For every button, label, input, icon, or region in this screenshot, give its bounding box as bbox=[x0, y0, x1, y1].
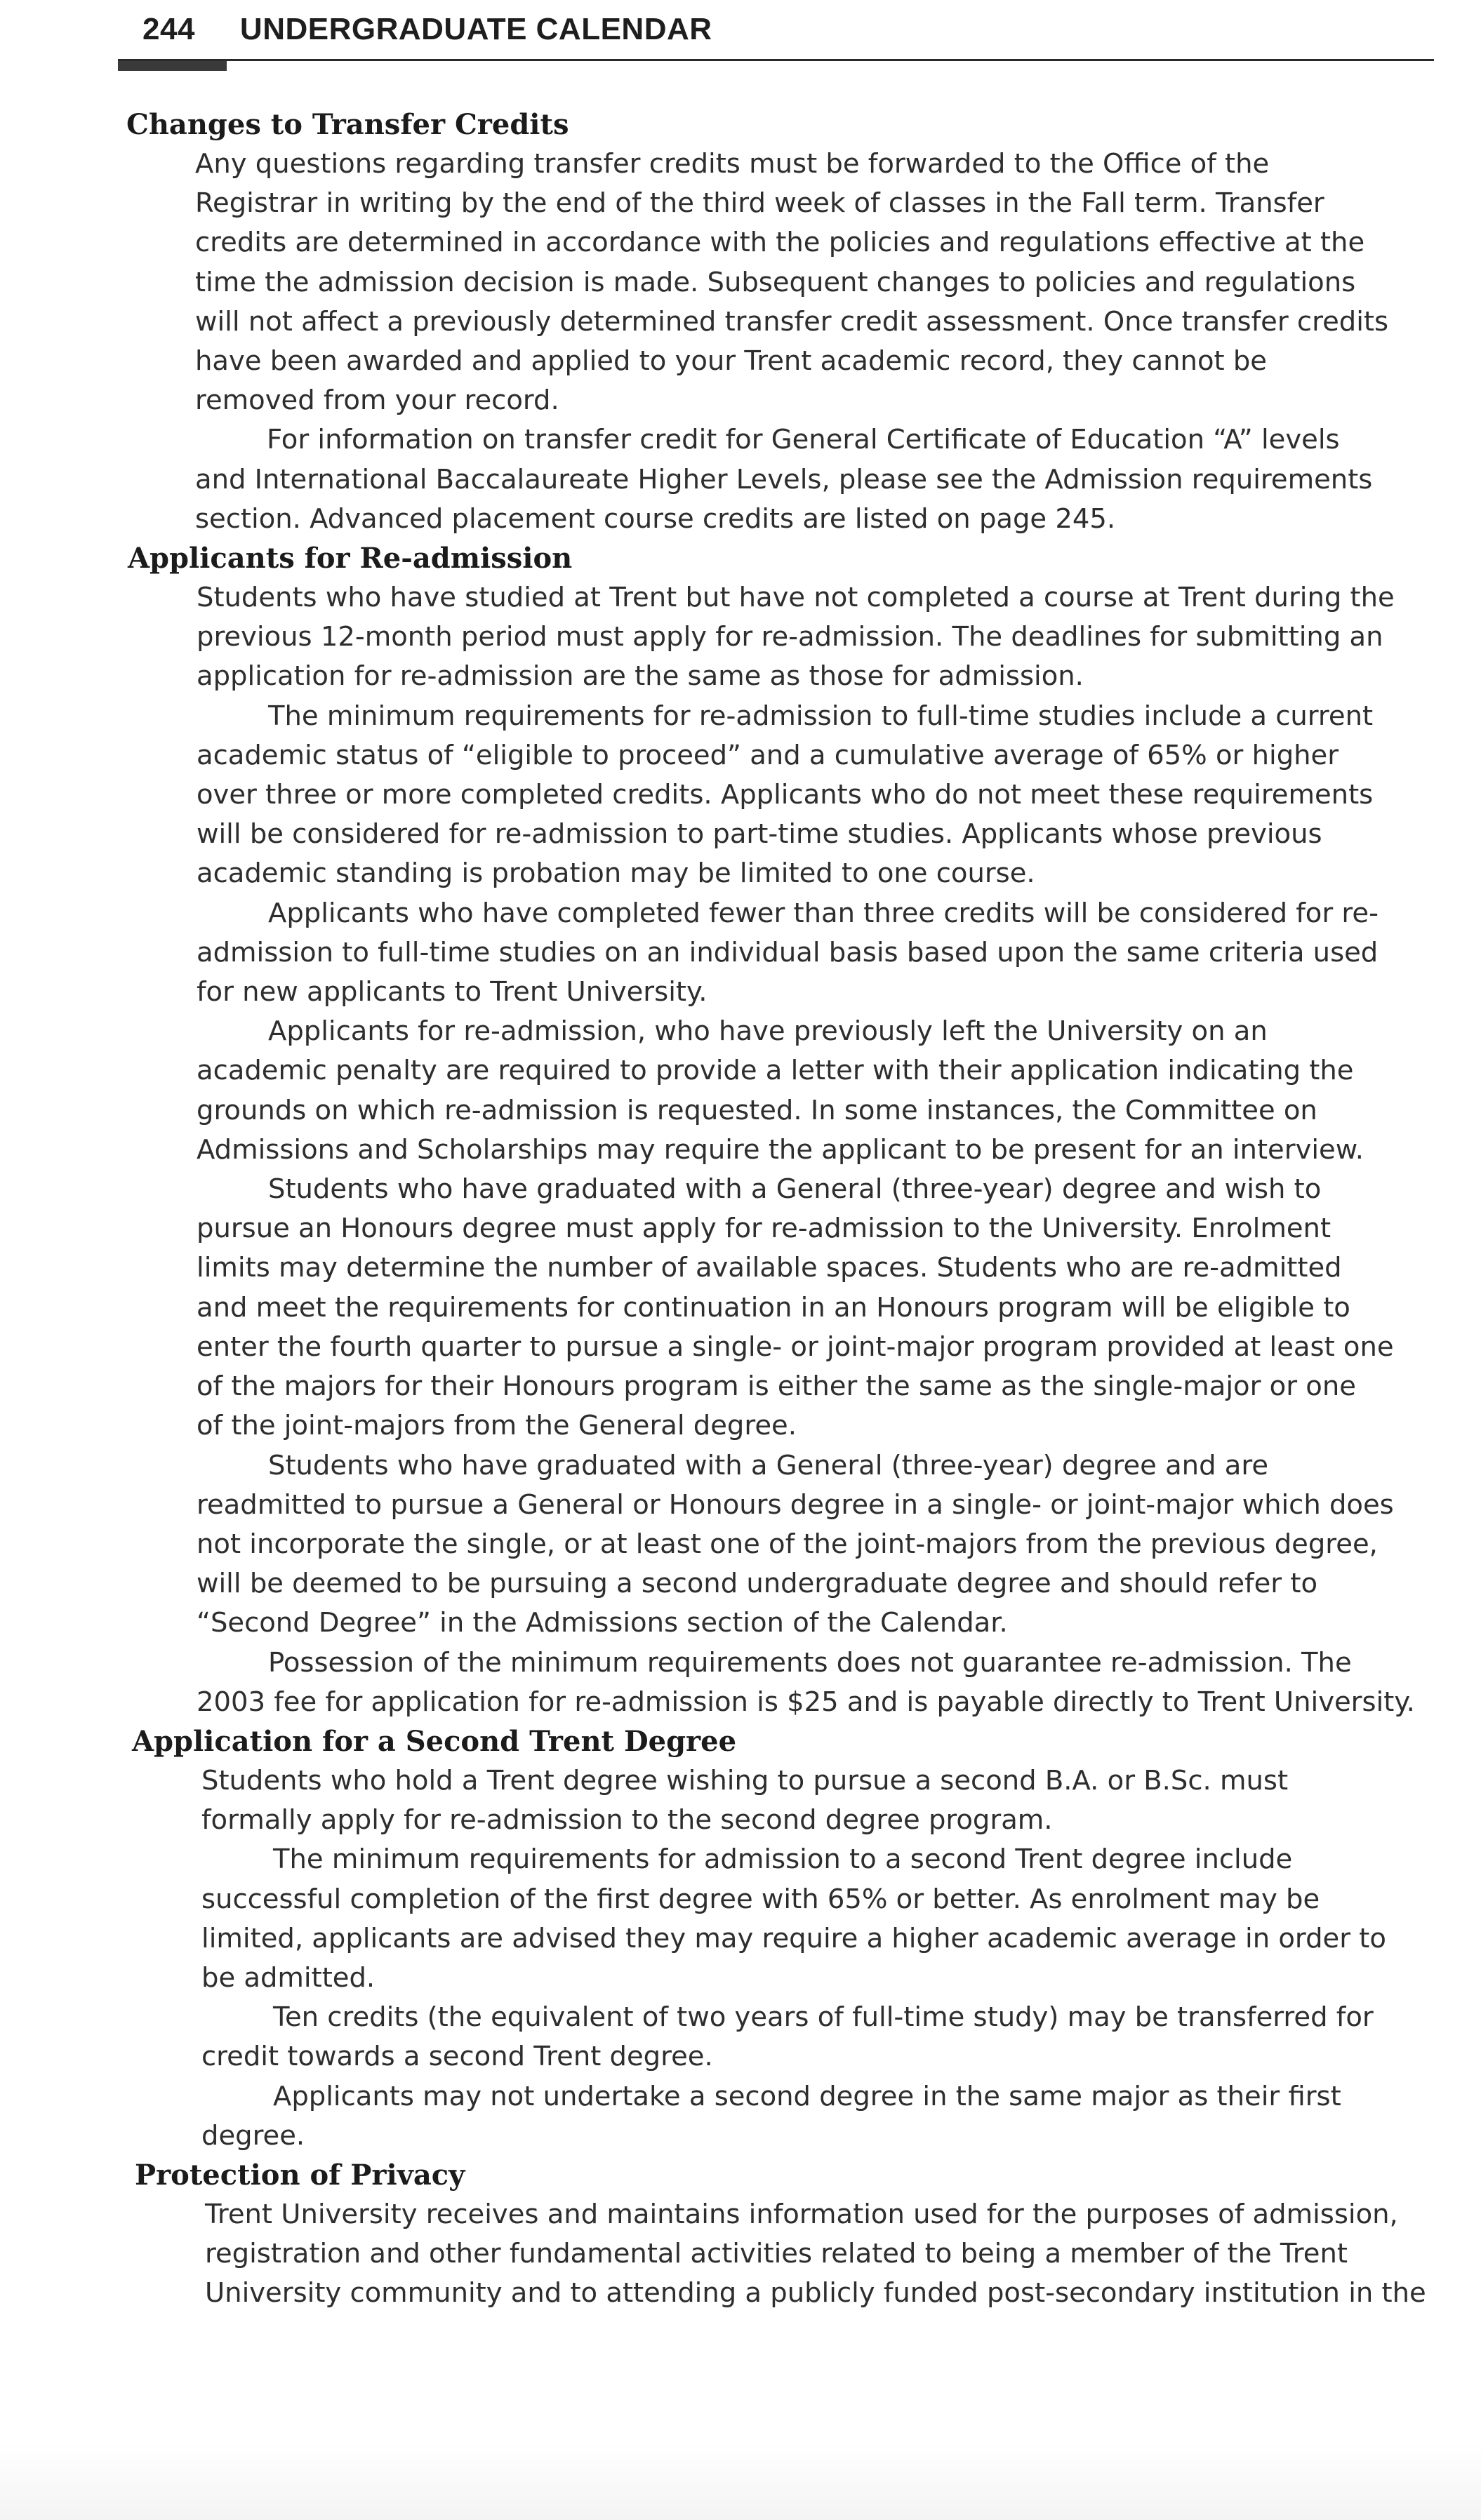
section bbox=[0, 105, 1481, 539]
text-line: removed from your record. bbox=[195, 385, 559, 417]
paragraph bbox=[0, 1170, 1481, 1446]
text-line: be admitted. bbox=[201, 1961, 376, 1994]
text-line: credit towards a second Trent degree. bbox=[201, 2041, 713, 2073]
text-line: formally apply for re-admission to the second degree program. bbox=[201, 1804, 1053, 1836]
text-line: Admissions and Scholarships may require the applicant to be present for an interview. bbox=[197, 1133, 1364, 1166]
text-line: pursue an Honours degree must apply for re-admission to the University. Enrolment bbox=[197, 1213, 1331, 1245]
paragraph bbox=[0, 2195, 1481, 2314]
paragraph bbox=[0, 1644, 1481, 1722]
text-line: degree. bbox=[201, 2119, 305, 2152]
text-line: will not affect a previously determined transfer credit assessment. Once transfer credits bbox=[195, 305, 1389, 338]
paragraph bbox=[0, 1446, 1481, 1644]
text-line: limited, applicants are advised they may require a higher academic average in order to bbox=[201, 1922, 1386, 1954]
text-line: will be deemed to be pursuing a second undergraduate degree and should refer to bbox=[197, 1568, 1318, 1600]
section bbox=[0, 2156, 1481, 2314]
paragraph bbox=[0, 1761, 1481, 1840]
text-line: credits are determined in accordance with the policies and regulations effective at the bbox=[195, 227, 1365, 259]
text-line: Applicants for re-admission, who have previously left the University on an bbox=[268, 1015, 1268, 1048]
text-line: University community and to attending a publicly funded post-secondary institution in the bbox=[205, 2277, 1426, 2309]
header-rule bbox=[118, 59, 1434, 61]
text-line: Registrar in writing by the end of the third week of classes in the Fall term. Transfer bbox=[195, 187, 1324, 220]
text-line: admission to full-time studies on an individual basis based upon the same criteria used bbox=[197, 936, 1379, 968]
text-line: have been awarded and applied to your Trent academic record, they cannot be bbox=[195, 345, 1267, 378]
text-line: for new applicants to Trent University. bbox=[197, 976, 708, 1008]
text-line: For information on transfer credit for General Certificate of Education “A” levels bbox=[267, 424, 1340, 456]
text-line: readmitted to pursue a General or Honours degree in a single- or joint-major which does bbox=[197, 1488, 1394, 1521]
text-line: time the admission decision is made. Subsequent changes to policies and regulations bbox=[195, 266, 1356, 298]
text-line: and International Baccalaureate Higher Levels, please see the Admission requirements bbox=[195, 463, 1373, 495]
paragraph bbox=[0, 578, 1481, 697]
text-line: Students who have graduated with a General (three-year) degree and wish to bbox=[268, 1173, 1322, 1206]
paragraph bbox=[0, 697, 1481, 894]
text-line: successful completion of the first degree with 65% or better. As enrolment may be bbox=[201, 1883, 1320, 1915]
text-line: not incorporate the single, or at least one of the joint-majors from the previous degree, bbox=[197, 1528, 1378, 1560]
text-line: previous 12-month period must apply for re-admission. The deadlines for submitting an bbox=[197, 621, 1383, 653]
paragraph bbox=[0, 894, 1481, 1013]
text-line: “Second Degree” in the Admissions section of the Calendar. bbox=[197, 1607, 1008, 1639]
section-heading: Applicants for Re-admission bbox=[128, 542, 573, 575]
text-line: of the joint-majors from the General degree. bbox=[197, 1410, 797, 1442]
text-line: enter the fourth quarter to pursue a single- or joint-major program provided at least one bbox=[197, 1331, 1394, 1363]
page-body bbox=[0, 105, 1481, 2314]
header-rule-accent bbox=[118, 61, 227, 71]
text-line: Applicants may not undertake a second degree in the same major as their first bbox=[273, 2080, 1341, 2112]
paragraph bbox=[0, 1840, 1481, 1998]
text-line: Students who hold a Trent degree wishing to pursue a second B.A. or B.Sc. must bbox=[201, 1764, 1289, 1796]
page-number: 244 bbox=[142, 12, 195, 46]
page-bottom-edge bbox=[0, 2442, 1481, 2520]
text-line: Students who have studied at Trent but have not completed a course at Trent during the bbox=[197, 582, 1395, 614]
paragraph bbox=[0, 1012, 1481, 1170]
text-line: registration and other fundamental activities related to being a member of the Trent bbox=[205, 2238, 1348, 2270]
text-line: The minimum requirements for admission to a second Trent degree include bbox=[273, 1844, 1293, 1876]
text-line: 2003 fee for application for re-admission is $25 and is payable directly to Trent University. bbox=[197, 1686, 1415, 1718]
text-line: academic penalty are required to provide a letter with their application indicating the bbox=[197, 1055, 1354, 1087]
running-title: UNDERGRADUATE CALENDAR bbox=[239, 12, 712, 46]
text-line: academic standing is probation may be limited to one course. bbox=[197, 858, 1035, 890]
text-line: of the majors for their Honours program is either the same as the single-major or one bbox=[197, 1371, 1356, 1403]
text-line: Trent University receives and maintains information used for the purposes of admission, bbox=[205, 2198, 1398, 2230]
text-line: Any questions regarding transfer credits must be forwarded to the Office of the bbox=[195, 148, 1270, 180]
section bbox=[0, 1722, 1481, 2156]
section-heading: Application for a Second Trent Degree bbox=[132, 1724, 737, 1758]
section-heading: Protection of Privacy bbox=[135, 2158, 465, 2192]
paragraph bbox=[0, 145, 1481, 420]
text-line: Ten credits (the equivalent of two years of full-time study) may be transferred for bbox=[273, 2001, 1374, 2034]
paragraph bbox=[0, 420, 1481, 539]
text-line: The minimum requirements for re-admission to full-time studies include a current bbox=[268, 700, 1374, 732]
text-line: Students who have graduated with a General (three-year) degree and are bbox=[268, 1449, 1269, 1481]
running-header bbox=[142, 6, 712, 53]
paragraph bbox=[0, 1998, 1481, 2076]
section-heading: Changes to Transfer Credits bbox=[126, 108, 569, 141]
text-line: grounds on which re-admission is requested. In some instances, the Committee on bbox=[197, 1094, 1317, 1126]
text-line: will be considered for re-admission to part-time studies. Applicants whose previous bbox=[197, 818, 1322, 851]
text-line: application for re-admission are the same as those for admission. bbox=[197, 660, 1084, 693]
text-line: over three or more completed credits. Applicants who do not meet these requirements bbox=[197, 779, 1374, 811]
text-line: Applicants who have completed fewer than three credits will be considered for re- bbox=[268, 897, 1379, 929]
text-line: academic status of “eligible to proceed” and a cumulative average of 65% or higher bbox=[197, 739, 1339, 771]
text-line: Possession of the minimum requirements does not guarantee re-admission. The bbox=[268, 1646, 1352, 1679]
section bbox=[0, 539, 1481, 1722]
text-line: section. Advanced placement course credits are listed on page 245. bbox=[195, 502, 1116, 535]
text-line: and meet the requirements for continuation in an Honours program will be eligible to bbox=[197, 1291, 1350, 1324]
text-line: limits may determine the number of available spaces. Students who are re-admitted bbox=[197, 1252, 1342, 1284]
paragraph bbox=[0, 2077, 1481, 2156]
